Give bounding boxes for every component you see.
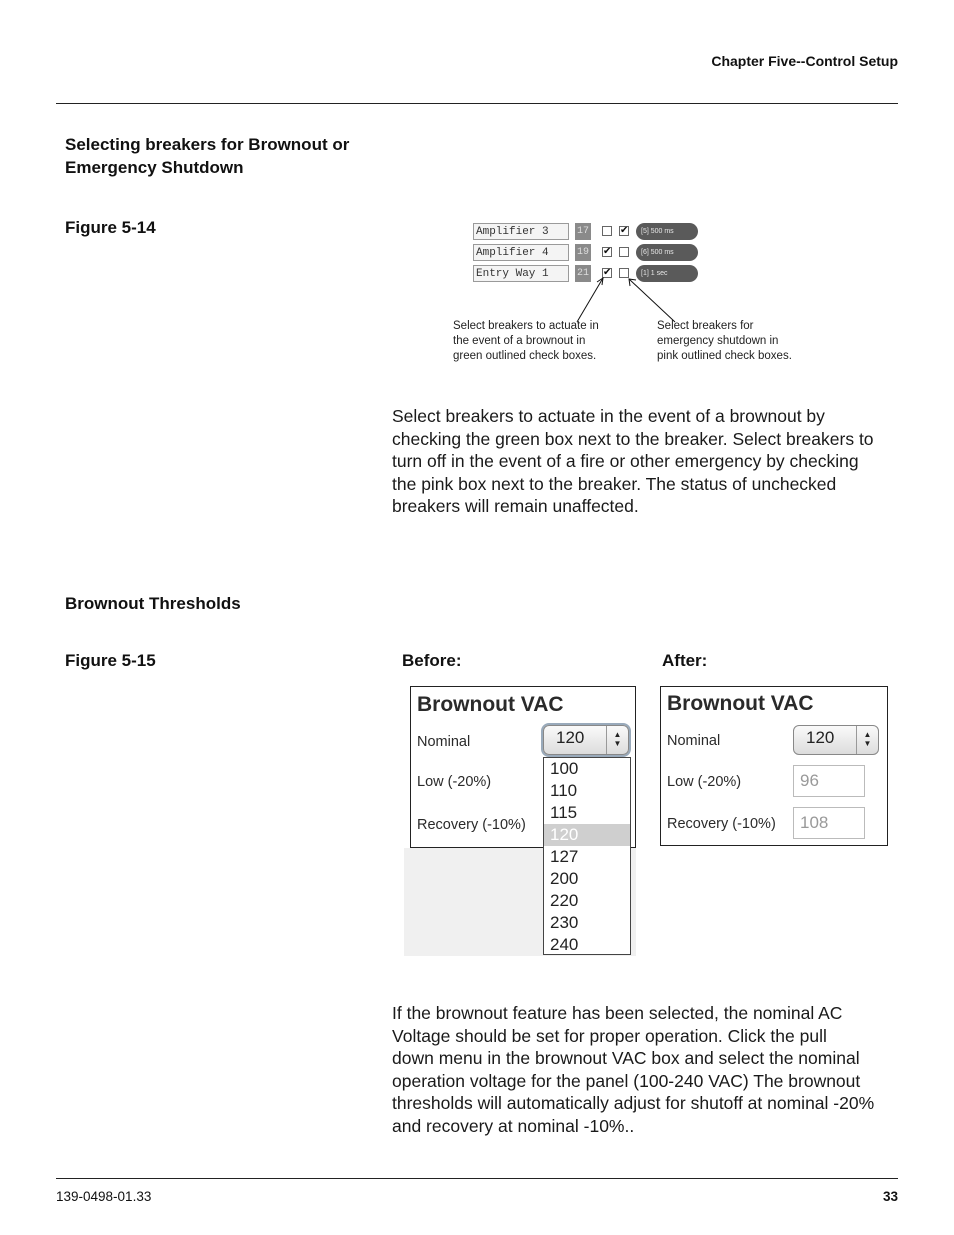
emergency-checkbox[interactable]	[619, 247, 629, 257]
dropdown-option[interactable]: 100	[550, 759, 579, 778]
dropdown-option[interactable]: 200	[550, 869, 579, 888]
caption-line: emergency shutdown in	[657, 335, 779, 347]
paragraph-thresholds	[392, 1002, 874, 1137]
low-label: Low (-20%)	[417, 774, 492, 790]
paragraph-line: operation voltage for the panel (100-240 VAC) The brownout	[392, 1070, 861, 1091]
caption-line: pink outlined check boxes.	[657, 350, 792, 362]
dropdown-option[interactable]: 240	[550, 935, 579, 954]
breaker-name: Amplifier 4	[473, 244, 569, 261]
header-rule	[56, 103, 898, 104]
heading-line: Emergency Shutdown	[65, 158, 244, 177]
caption-line: Select breakers to actuate in	[453, 320, 599, 332]
delay-pill[interactable]: [5] 500 ms	[636, 223, 698, 240]
breaker-row	[473, 244, 699, 262]
breaker-row	[473, 223, 699, 241]
chapter-title: Chapter Five--Control Setup	[711, 53, 898, 69]
paragraph-line: down menu in the brownout VAC box and select the nominal	[392, 1048, 860, 1068]
caption-emergency	[657, 319, 792, 364]
nominal-select[interactable]	[543, 725, 629, 755]
paragraph-line: Voltage should be set for proper operation. Click the pull	[392, 1025, 827, 1046]
dropdown-option[interactable]: 115	[550, 803, 578, 822]
panel-title: Brownout VAC	[417, 693, 564, 716]
nominal-select-value: 120	[806, 728, 835, 747]
arrow-line-left	[577, 278, 603, 322]
low-label: Low (-20%)	[667, 774, 742, 790]
panel-title: Brownout VAC	[667, 692, 814, 715]
updown-arrow-icon: ▲ ▼	[606, 726, 628, 754]
footer-rule	[56, 1178, 898, 1179]
paragraph-line: checking the green box next to the breaker. Select breakers to	[392, 428, 874, 449]
breaker-number: 21	[575, 265, 591, 282]
caption-brownout	[453, 319, 599, 364]
nominal-label: Nominal	[667, 733, 721, 749]
caption-line: the event of a brownout in	[453, 335, 586, 347]
doc-number: 139-0498-01.33	[56, 1189, 152, 1204]
low-threshold-field[interactable]: 96	[793, 765, 865, 797]
page-number: 33	[882, 1189, 898, 1204]
section-heading-thresholds: Brownout Thresholds	[65, 594, 241, 613]
nominal-select-value: 120	[556, 728, 585, 747]
before-label: Before:	[402, 651, 462, 670]
brownout-panel-after	[660, 686, 888, 846]
figure-label-5-14: Figure 5-14	[65, 218, 156, 237]
breaker-number: 17	[575, 223, 591, 240]
dropdown-option-selected[interactable]: 120	[544, 824, 630, 846]
dropdown-option[interactable]: 220	[550, 891, 579, 910]
arrow-line-right	[629, 279, 675, 322]
figure-label-5-15: Figure 5-15	[65, 651, 156, 670]
breaker-name: Entry Way 1	[473, 265, 569, 282]
caption-line: Select breakers for	[657, 320, 754, 332]
section-heading-breakers	[65, 133, 349, 179]
recovery-threshold-field[interactable]: 108	[793, 807, 865, 839]
paragraph-line: and recovery at nominal -10%..	[392, 1115, 635, 1136]
paragraph-line: If the brownout feature has been selected, the nominal AC	[392, 1003, 843, 1023]
paragraph-line: breakers will remain unaffected.	[392, 496, 639, 516]
delay-pill[interactable]: [1] 1 sec	[636, 265, 698, 282]
nominal-label: Nominal	[417, 734, 471, 750]
brownout-checkbox[interactable]	[602, 226, 612, 236]
emergency-checkbox[interactable]: ✔	[620, 225, 629, 236]
after-label: After:	[662, 651, 708, 670]
paragraph-line: Select breakers to actuate in the event of a brownout by	[392, 406, 825, 426]
breaker-number: 19	[575, 244, 591, 261]
dropdown-option[interactable]: 110	[550, 781, 578, 800]
delay-pill[interactable]: [6] 500 ms	[636, 244, 698, 261]
dropdown-option[interactable]: 230	[550, 913, 579, 932]
brownout-checkbox[interactable]: ✔	[603, 267, 612, 278]
paragraph-line: turn off in the event of a fire or other emergency by checking	[392, 451, 859, 471]
heading-line: Selecting breakers for Brownout or	[65, 135, 350, 154]
brownout-checkbox[interactable]: ✔	[603, 246, 612, 257]
nominal-dropdown-list	[543, 757, 631, 955]
recovery-label: Recovery (-10%)	[417, 817, 526, 833]
paragraph-breakers	[392, 405, 874, 518]
nominal-select[interactable]	[793, 725, 879, 755]
breaker-name: Amplifier 3	[473, 223, 569, 240]
updown-arrow-icon: ▲ ▼	[856, 726, 878, 754]
caption-line: green outlined check boxes.	[453, 350, 597, 362]
paragraph-line: the pink box next to the breaker. The status of unchecked	[392, 473, 837, 494]
recovery-label: Recovery (-10%)	[667, 816, 776, 832]
dropdown-option[interactable]: 127	[550, 847, 579, 866]
paragraph-line: thresholds will automatically adjust for shutoff at nominal -20%	[392, 1093, 875, 1113]
